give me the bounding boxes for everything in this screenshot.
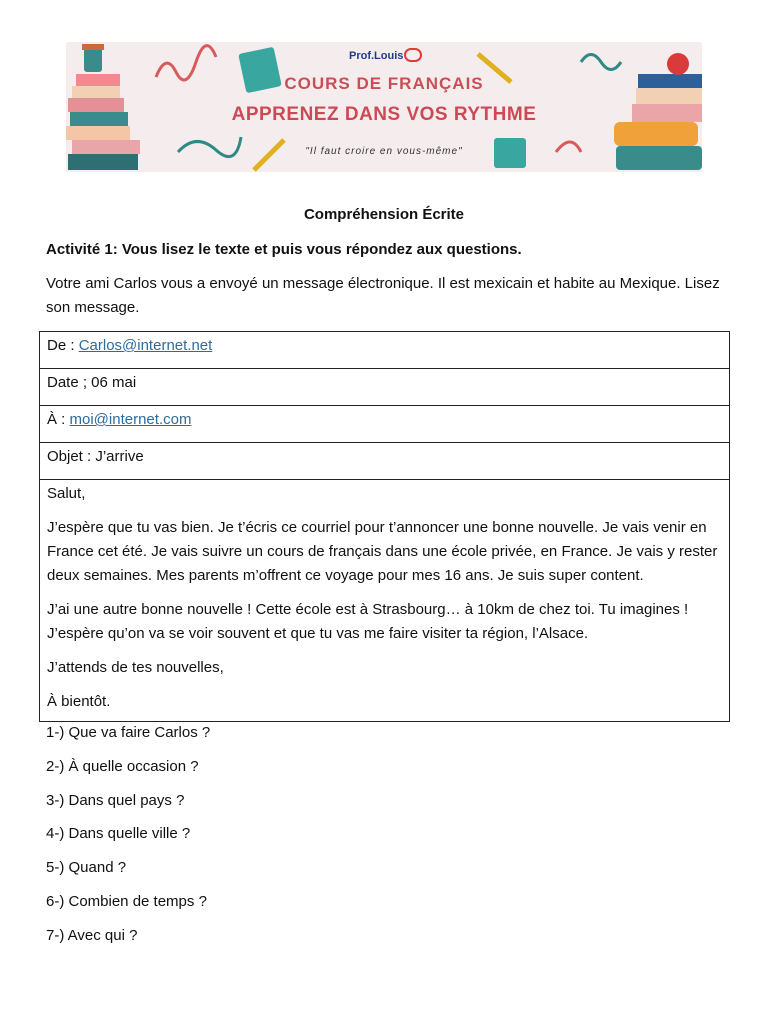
email-paragraph: J’espère que tu vas bien. Je t’écris ce courriel pour t’annoncer une bonne nouvelle. Je vais venir en France cet été. Je vais suivre un cours de français dans une école privée, en France. Je vais y rester deux semaines. Mes parents m’offrent ce voyage pour mes 16 ans. Je suis super content. [47, 519, 718, 584]
to-email-link[interactable]: moi@internet.com [69, 411, 192, 428]
brand-bubble-icon [404, 48, 422, 62]
email-to-row [40, 406, 730, 443]
email-greeting: Salut, [47, 485, 86, 502]
banner-title: COURS DE FRANÇAIS [284, 74, 484, 93]
activity-instruction: Activité 1: Vous lisez le texte et puis vous répondez aux questions. [46, 241, 522, 258]
question-item: 2-) À quelle occasion ? [46, 757, 199, 775]
question-item: 5-) Quand ? [46, 859, 127, 877]
brand-logo: Prof.Louis [349, 50, 404, 62]
email-date-row: Date ; 06 mai [40, 369, 730, 406]
to-label: À : [47, 411, 70, 428]
question-item: 3-) Dans quel pays ? [46, 791, 185, 809]
page-title: Compréhension Écrite [303, 206, 465, 223]
email-signoff: À bientôt. [47, 693, 111, 710]
question-list [46, 721, 210, 958]
email-body [40, 480, 730, 722]
from-email-link[interactable]: Carlos@internet.net [78, 337, 213, 354]
email-from-row [40, 332, 730, 369]
question-item: 6-) Combien de temps ? [46, 892, 207, 910]
from-label: De : [47, 337, 79, 354]
banner-subtitle: APPRENEZ DANS VOS RYTHME [231, 104, 537, 125]
question-item: 4-) Dans quelle ville ? [46, 825, 191, 843]
question-item: 1-) Que va faire Carlos ? [46, 724, 211, 741]
course-banner [66, 42, 702, 172]
banner-quote: "Il faut croire en vous-même" [305, 146, 463, 157]
question-item: 7-) Avec qui ? [46, 926, 138, 944]
intro-paragraph: Votre ami Carlos vous a envoyé un message électronique. Il est mexicain et habite au Mexique. Lisez son message. [46, 275, 720, 316]
email-paragraph: J’ai une autre bonne nouvelle ! Cette école est à Strasbourg… à 10km de chez toi. Tu imagines ! J’espère qu’on va se voir souvent et que tu vas me faire visiter ta région, l’Alsace. [47, 601, 689, 642]
email-message [39, 331, 730, 722]
email-subject-row: Objet : J’arrive [40, 443, 730, 480]
email-closing: J’attends de tes nouvelles, [47, 659, 224, 676]
